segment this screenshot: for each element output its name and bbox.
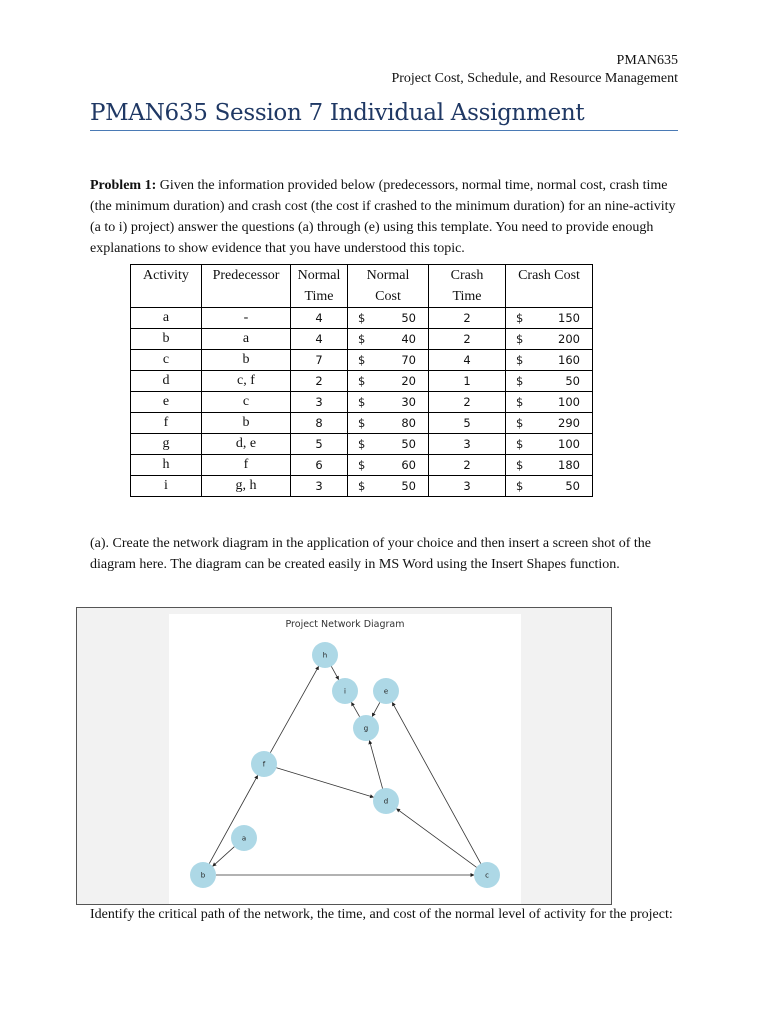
cell-predecessor: a (202, 329, 291, 350)
cell-activity: i (131, 476, 202, 497)
node-label: b (200, 871, 206, 880)
currency-symbol: $ (358, 311, 366, 325)
cell-predecessor: c (202, 392, 291, 413)
table-row (131, 476, 593, 497)
cell-crash-cost (506, 308, 593, 329)
cell-crash-cost (506, 455, 593, 476)
cell-activity: g (131, 434, 202, 455)
cell-predecessor: - (202, 308, 291, 329)
normal-cost-value: 50 (401, 311, 416, 325)
normal-cost-value: 60 (401, 458, 416, 472)
crash-cost-value: 290 (558, 416, 580, 430)
node-b (190, 862, 216, 888)
table-row (131, 455, 593, 476)
currency-symbol: $ (358, 416, 366, 430)
cell-crash-time: 4 (429, 350, 506, 371)
cell-crash-time: 5 (429, 413, 506, 434)
cell-normal-cost (348, 308, 429, 329)
cell-activity: b (131, 329, 202, 350)
cell-normal-cost (348, 350, 429, 371)
currency-symbol: $ (516, 353, 524, 367)
cell-activity: c (131, 350, 202, 371)
node-label: g (363, 724, 369, 733)
crash-cost-value: 100 (558, 395, 580, 409)
currency-symbol: $ (358, 374, 366, 388)
col-header-crash-cost: Crash Cost (506, 265, 593, 308)
table-row (131, 413, 593, 434)
cell-crash-cost (506, 476, 593, 497)
cell-crash-time: 1 (429, 371, 506, 392)
node-label: a (241, 834, 247, 843)
network-diagram-screenshot (76, 607, 612, 905)
node-label: h (322, 651, 328, 660)
table-row (131, 434, 593, 455)
cell-predecessor: d, e (202, 434, 291, 455)
node-g (353, 715, 379, 741)
node-c (474, 862, 500, 888)
cell-activity: f (131, 413, 202, 434)
currency-symbol: $ (358, 332, 366, 346)
node-label: f (262, 760, 266, 769)
cell-normal-time: 3 (291, 476, 348, 497)
cell-normal-time: 5 (291, 434, 348, 455)
col-header-predecessor: Predecessor (202, 265, 291, 308)
cell-activity: e (131, 392, 202, 413)
cell-normal-time: 2 (291, 371, 348, 392)
normal-cost-value: 30 (401, 395, 416, 409)
cell-normal-time: 3 (291, 392, 348, 413)
cell-normal-time: 7 (291, 350, 348, 371)
crash-cost-value: 180 (558, 458, 580, 472)
cell-crash-time: 2 (429, 392, 506, 413)
node-label: e (383, 687, 389, 696)
crash-cost-value: 100 (558, 437, 580, 451)
cell-normal-time: 6 (291, 455, 348, 476)
cell-activity: a (131, 308, 202, 329)
node-label: i (344, 687, 346, 696)
col-header-normal-cost: Normal Cost (348, 265, 429, 308)
cell-normal-cost (348, 434, 429, 455)
normal-cost-value: 80 (401, 416, 416, 430)
document-title: PMAN635 Session 7 Individual Assignment (90, 100, 678, 131)
crash-cost-value: 160 (558, 353, 580, 367)
node-d (373, 788, 399, 814)
critical-path-prompt: Identify the critical path of the network, the time, and cost of the normal level of activity for the project: (90, 907, 673, 922)
cell-activity: d (131, 371, 202, 392)
cell-crash-time: 2 (429, 308, 506, 329)
currency-symbol: $ (516, 437, 524, 451)
table-header-row (131, 265, 593, 308)
node-e (373, 678, 399, 704)
network-diagram (77, 608, 611, 904)
cell-predecessor: c, f (202, 371, 291, 392)
currency-symbol: $ (358, 479, 366, 493)
cell-normal-time: 4 (291, 329, 348, 350)
diagram-title: Project Network Diagram (285, 619, 405, 630)
crash-cost-value: 50 (565, 374, 580, 388)
cell-normal-cost (348, 329, 429, 350)
cell-crash-time: 3 (429, 434, 506, 455)
col-header-normal-time: Normal Time (291, 265, 348, 308)
cell-normal-cost (348, 476, 429, 497)
normal-cost-value: 40 (401, 332, 416, 346)
crash-cost-value: 200 (558, 332, 580, 346)
node-h (312, 642, 338, 668)
normal-cost-value: 70 (401, 353, 416, 367)
currency-symbol: $ (516, 416, 524, 430)
currency-symbol: $ (358, 353, 366, 367)
cell-crash-cost (506, 371, 593, 392)
cell-predecessor: b (202, 350, 291, 371)
cell-predecessor: g, h (202, 476, 291, 497)
cell-crash-time: 2 (429, 329, 506, 350)
cell-activity: h (131, 455, 202, 476)
cell-normal-cost (348, 371, 429, 392)
col-header-activity: Activity (131, 265, 202, 308)
table-row (131, 392, 593, 413)
cell-normal-cost (348, 413, 429, 434)
cell-predecessor: b (202, 413, 291, 434)
currency-symbol: $ (358, 458, 366, 472)
node-a (231, 825, 257, 851)
cell-crash-cost (506, 329, 593, 350)
col-header-crash-time: Crash Time (429, 265, 506, 308)
currency-symbol: $ (516, 458, 524, 472)
table-row (131, 350, 593, 371)
problem-label: Problem 1: (90, 178, 157, 193)
currency-symbol: $ (358, 437, 366, 451)
currency-symbol: $ (516, 311, 524, 325)
normal-cost-value: 20 (401, 374, 416, 388)
problem-statement (90, 175, 682, 259)
cell-crash-cost (506, 392, 593, 413)
table-row (131, 329, 593, 350)
crash-cost-value: 150 (558, 311, 580, 325)
table-row (131, 308, 593, 329)
normal-cost-value: 50 (401, 437, 416, 451)
problem-text: Given the information provided below (predecessors, normal time, normal cost, crash time (the minimum duration) and crash cost (the cost if crashed to the minimum duration) for an nine-activity (a to i) project) answer the questions (a) through (e) using this template. You need to provide enough explanations to show evidence that you have understood this topic. (90, 178, 676, 256)
cell-predecessor: f (202, 455, 291, 476)
cell-crash-cost (506, 413, 593, 434)
cell-crash-cost (506, 350, 593, 371)
node-label: d (383, 797, 389, 806)
table-row (131, 371, 593, 392)
currency-symbol: $ (358, 395, 366, 409)
currency-symbol: $ (516, 479, 524, 493)
header-course-name: Project Cost, Schedule, and Resource Management (391, 71, 678, 86)
currency-symbol: $ (516, 332, 524, 346)
cell-crash-cost (506, 434, 593, 455)
activity-table (130, 264, 593, 497)
cell-normal-cost (348, 392, 429, 413)
cell-normal-time: 8 (291, 413, 348, 434)
cell-normal-cost (348, 455, 429, 476)
node-label: c (485, 871, 489, 880)
currency-symbol: $ (516, 374, 524, 388)
crash-cost-value: 50 (565, 479, 580, 493)
cell-crash-time: 2 (429, 455, 506, 476)
diagram-canvas (169, 614, 521, 904)
page-header (391, 52, 678, 88)
header-course-code: PMAN635 (616, 53, 678, 68)
cell-normal-time: 4 (291, 308, 348, 329)
node-i (332, 678, 358, 704)
normal-cost-value: 50 (401, 479, 416, 493)
node-f (251, 751, 277, 777)
currency-symbol: $ (516, 395, 524, 409)
question-a: (a). Create the network diagram in the application of your choice and then insert a screen shot of the diagram here. The diagram can be created easily in MS Word using the Insert Shapes function. (90, 536, 651, 572)
cell-crash-time: 3 (429, 476, 506, 497)
